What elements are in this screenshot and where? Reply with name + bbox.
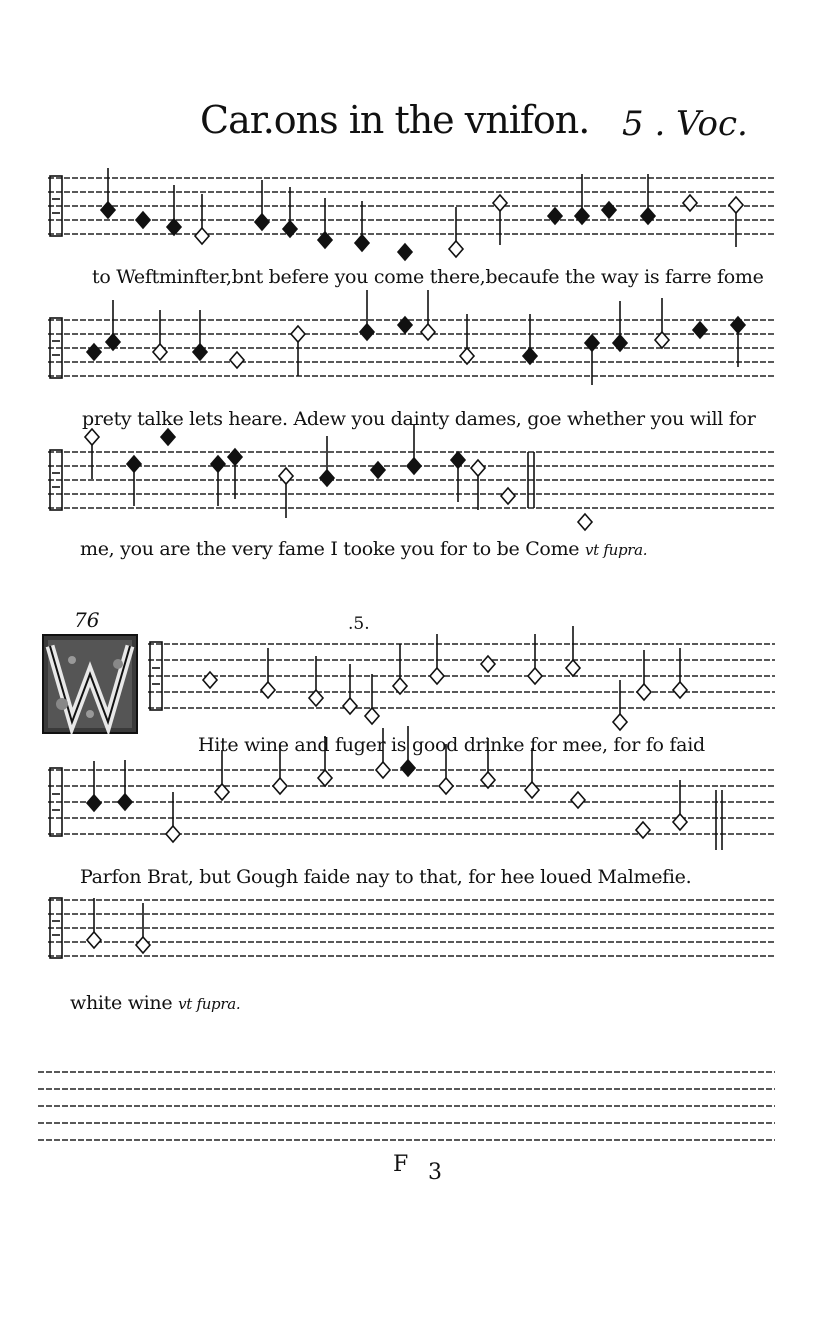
note-s6-1	[136, 937, 150, 953]
note-s5-6	[376, 762, 390, 778]
note-s2-8	[421, 324, 435, 340]
note-s1-10	[493, 195, 507, 211]
note-s5-10	[525, 782, 539, 798]
note-s1-2	[167, 219, 181, 235]
note-s2-14	[693, 322, 707, 338]
vt-supra-mark-2: vt fupra.	[178, 995, 241, 1013]
staff-5	[48, 770, 775, 834]
note-s3-2	[161, 429, 175, 445]
canon-number: 76	[74, 608, 100, 632]
note-s2-9	[460, 348, 474, 364]
note-s4-12	[673, 682, 687, 698]
lyric-line-4: Hite wine and fuger is good drinke for mee, for fo faid	[198, 734, 705, 756]
note-s1-4	[255, 214, 269, 230]
note-s4-6	[430, 668, 444, 684]
note-s5-1	[118, 794, 132, 810]
canon2-voices: .5.	[348, 614, 370, 634]
note-s4-11	[637, 684, 651, 700]
staff-1	[48, 178, 775, 234]
note-s1-1	[136, 212, 150, 228]
note-s1-14	[641, 208, 655, 224]
page-number: 3	[428, 1160, 442, 1185]
note-s3-10	[471, 460, 485, 476]
note-s3-1	[127, 456, 141, 472]
note-s3-7	[371, 462, 385, 478]
note-s1-9	[449, 241, 463, 257]
note-s3-5	[279, 468, 293, 484]
note-s5-11	[571, 792, 585, 808]
note-s2-2	[153, 344, 167, 360]
note-s1-12	[575, 208, 589, 224]
note-s3-11	[501, 488, 515, 504]
note-s4-10	[613, 714, 627, 730]
note-s5-4	[273, 778, 287, 794]
note-s2-4	[230, 352, 244, 368]
note-s5-12	[636, 822, 650, 838]
staff-6	[48, 900, 775, 956]
note-s5-0	[87, 795, 101, 811]
voice-count: 5 . Voc.	[622, 104, 748, 144]
note-s5-7	[401, 760, 415, 776]
note-s3-12	[578, 514, 592, 530]
lyric-line-6	[70, 992, 240, 1014]
note-s4-3	[343, 698, 357, 714]
note-s5-8	[439, 778, 453, 794]
note-s4-8	[528, 668, 542, 684]
note-s3-3	[211, 456, 225, 472]
note-s4-4	[365, 708, 379, 724]
note-s1-15	[683, 195, 697, 211]
note-s1-13	[602, 202, 616, 218]
note-s1-16	[729, 197, 743, 213]
note-s2-6	[360, 324, 374, 340]
page-title: Car.ons in the vnifon.	[200, 98, 590, 142]
lyric-line-5: Parfon Brat, but Gough faide nay to that, for hee loued Malmefie.	[80, 866, 692, 888]
staff-4	[148, 644, 775, 708]
note-s1-11	[548, 208, 562, 224]
note-s1-8	[398, 244, 412, 260]
note-s1-0	[101, 202, 115, 218]
signature-mark: F	[393, 1152, 409, 1177]
decorated-initial	[42, 634, 138, 734]
note-s1-3	[195, 228, 209, 244]
note-s4-1	[261, 682, 275, 698]
note-s5-5	[318, 770, 332, 786]
note-s2-5	[291, 326, 305, 342]
note-s3-0	[85, 429, 99, 445]
note-s5-13	[673, 814, 687, 830]
empty-staff	[38, 1072, 775, 1140]
vt-supra-mark: vt fupra.	[584, 541, 648, 559]
note-s2-0	[87, 344, 101, 360]
note-s2-3	[193, 344, 207, 360]
note-s4-9	[566, 660, 580, 676]
note-s1-7	[355, 235, 369, 251]
note-s3-4	[228, 449, 242, 465]
lyric-line-6-text: white wine	[70, 992, 173, 1014]
note-s6-0	[87, 932, 101, 948]
lyric-line-2: prety talke lets heare. Adew you dainty dames, goe whether you will for	[82, 408, 756, 430]
note-s3-8	[407, 458, 421, 474]
note-s3-6	[320, 470, 334, 486]
note-s4-7	[481, 656, 495, 672]
lyric-line-1: to Weftminfter,bnt befere you come there,becaufe the way is farre fome	[92, 266, 764, 288]
note-s5-2	[166, 826, 180, 842]
note-s4-0	[203, 672, 217, 688]
lyric-line-3	[80, 538, 647, 560]
lyric-line-3-text: me, you are the very fame I tooke you for to be Come	[80, 538, 580, 560]
